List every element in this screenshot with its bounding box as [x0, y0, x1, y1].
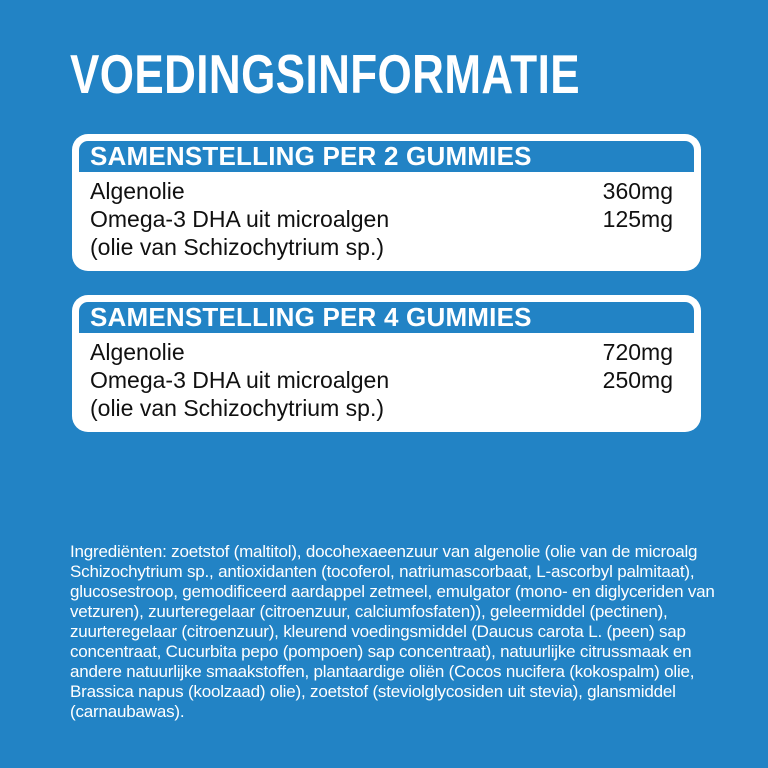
ingredient-amount: 250mg [602, 367, 673, 393]
ingredient-amount: 125mg [602, 206, 673, 232]
ingredient-name: Algenolie [90, 178, 185, 204]
ingredient-row [90, 233, 673, 261]
ingredient-amount: 360mg [602, 178, 673, 204]
panel-header-label: SAMENSTELLING PER 2 GUMMIES [90, 141, 532, 171]
ingredient-name: Algenolie [90, 339, 185, 365]
ingredient-row [90, 366, 673, 394]
panel-header-label: SAMENSTELLING PER 4 GUMMIES [90, 302, 532, 332]
panel-header [79, 302, 694, 333]
ingredient-row [90, 205, 673, 233]
panel-body [79, 333, 694, 422]
panel-body [79, 172, 694, 261]
ingredient-name: (olie van Schizochytrium sp.) [90, 234, 384, 260]
composition-panel-per-2-gummies [72, 134, 701, 271]
ingredient-amount: 720mg [602, 339, 673, 365]
ingredient-row [90, 338, 673, 366]
ingredients-paragraph: Ingrediënten: zoetstof (maltitol), docohexaeenzuur van algenolie (olie van de microalg Schizochytrium sp., antioxidanten (tocoferol, natriumascorbaat, L-ascorbyl palmitaat), glucosestroop, gemodificeerd aardappel zetmeel, emulgator (mono- en diglyceriden van vetzuren), zuurteregelaar (citroenzuur, calciumfosfaten)), geleermiddel (pectinen), zuurteregelaar (citroenzuur), kleurend voedingsmiddel (Daucus carota L. (peen) sap concentraat, Cucurbita pepo (pompoen) sap concentraat), natuurlijke citrussmaak en andere natuurlijke smaakstoffen, plantaardige oliën (Cocos nucifera (kokospalm) olie, Brassica napus (koolzaad) olie), zoetstof (steviolglycosiden uit stevia), glansmiddel (carnaubawas). [70, 542, 715, 721]
ingredient-row [90, 394, 673, 422]
ingredient-row [90, 177, 673, 205]
ingredient-name: (olie van Schizochytrium sp.) [90, 395, 384, 421]
page-title: VOEDINGSINFORMATIE [70, 43, 580, 105]
ingredient-name: Omega-3 DHA uit microalgen [90, 367, 390, 393]
ingredient-name: Omega-3 DHA uit microalgen [90, 206, 390, 232]
panel-header [79, 141, 694, 172]
composition-panel-per-4-gummies [72, 295, 701, 432]
